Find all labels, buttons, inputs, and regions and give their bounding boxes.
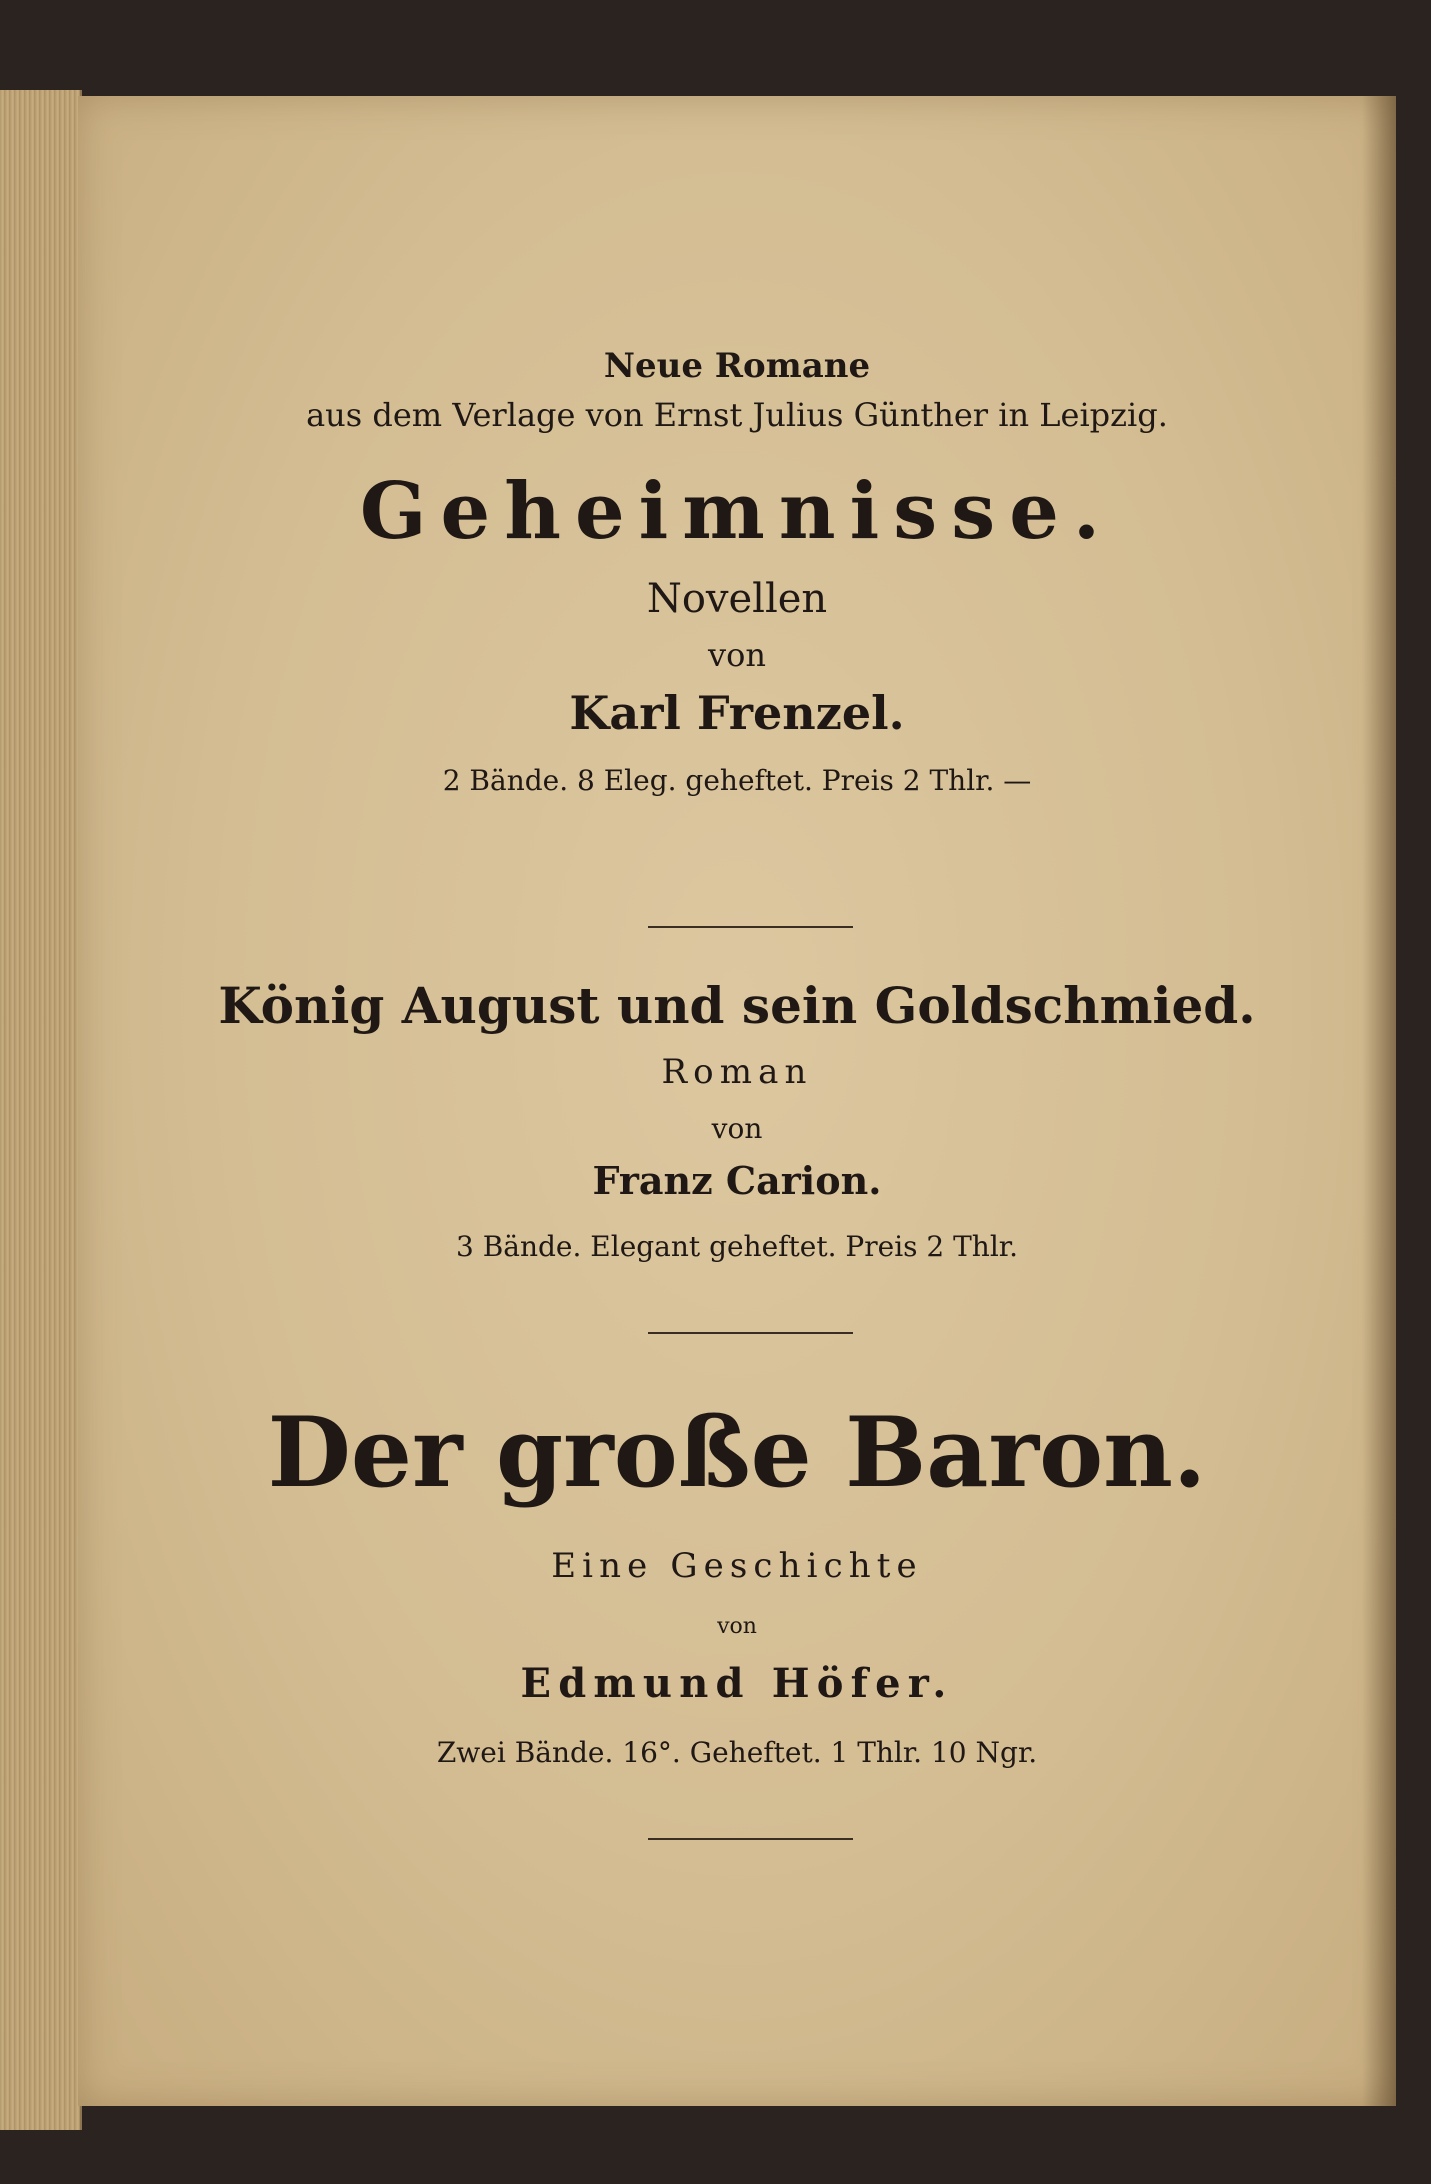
- book-1-details: 2 Bände. 8 Eleg. geheftet. Preis 2 Thlr. —: [442, 764, 1032, 797]
- advertisement-content: [78, 96, 1396, 2106]
- book-2-genre: Roman: [661, 1052, 813, 1092]
- separator-rule-2: [648, 1332, 853, 1334]
- book-3-details: Zwei Bände. 16°. Geheftet. 1 Thlr. 10 Ngr.: [436, 1736, 1038, 1769]
- book-page-edges: [0, 90, 82, 2130]
- book-page: [78, 96, 1396, 2106]
- separator-rule-1: [648, 926, 853, 928]
- separator-rule-3: [648, 1838, 853, 1840]
- book-1-by: von: [708, 636, 766, 674]
- book-2-title: König August und sein Goldschmied.: [218, 976, 1256, 1035]
- header-publisher-line: aus dem Verlage von Ernst Julius Günther in Leipzig.: [306, 396, 1168, 434]
- book-2-details: 3 Bände. Elegant geheftet. Preis 2 Thlr.: [455, 1230, 1019, 1263]
- book-2-by: von: [711, 1112, 763, 1145]
- book-2-author: Franz Carion.: [592, 1158, 882, 1203]
- book-1-genre: Novellen: [646, 576, 828, 622]
- book-3-title: Der große Baron.: [267, 1396, 1207, 1509]
- book-3-author: Edmund Höfer.: [520, 1660, 954, 1707]
- book-1-title: Geheimnisse.: [359, 466, 1115, 557]
- header-title: Neue Romane: [603, 346, 871, 386]
- book-1-author: Karl Frenzel.: [569, 686, 905, 740]
- book-3-genre: Eine Geschichte: [551, 1546, 923, 1586]
- book-3-by: von: [717, 1614, 757, 1639]
